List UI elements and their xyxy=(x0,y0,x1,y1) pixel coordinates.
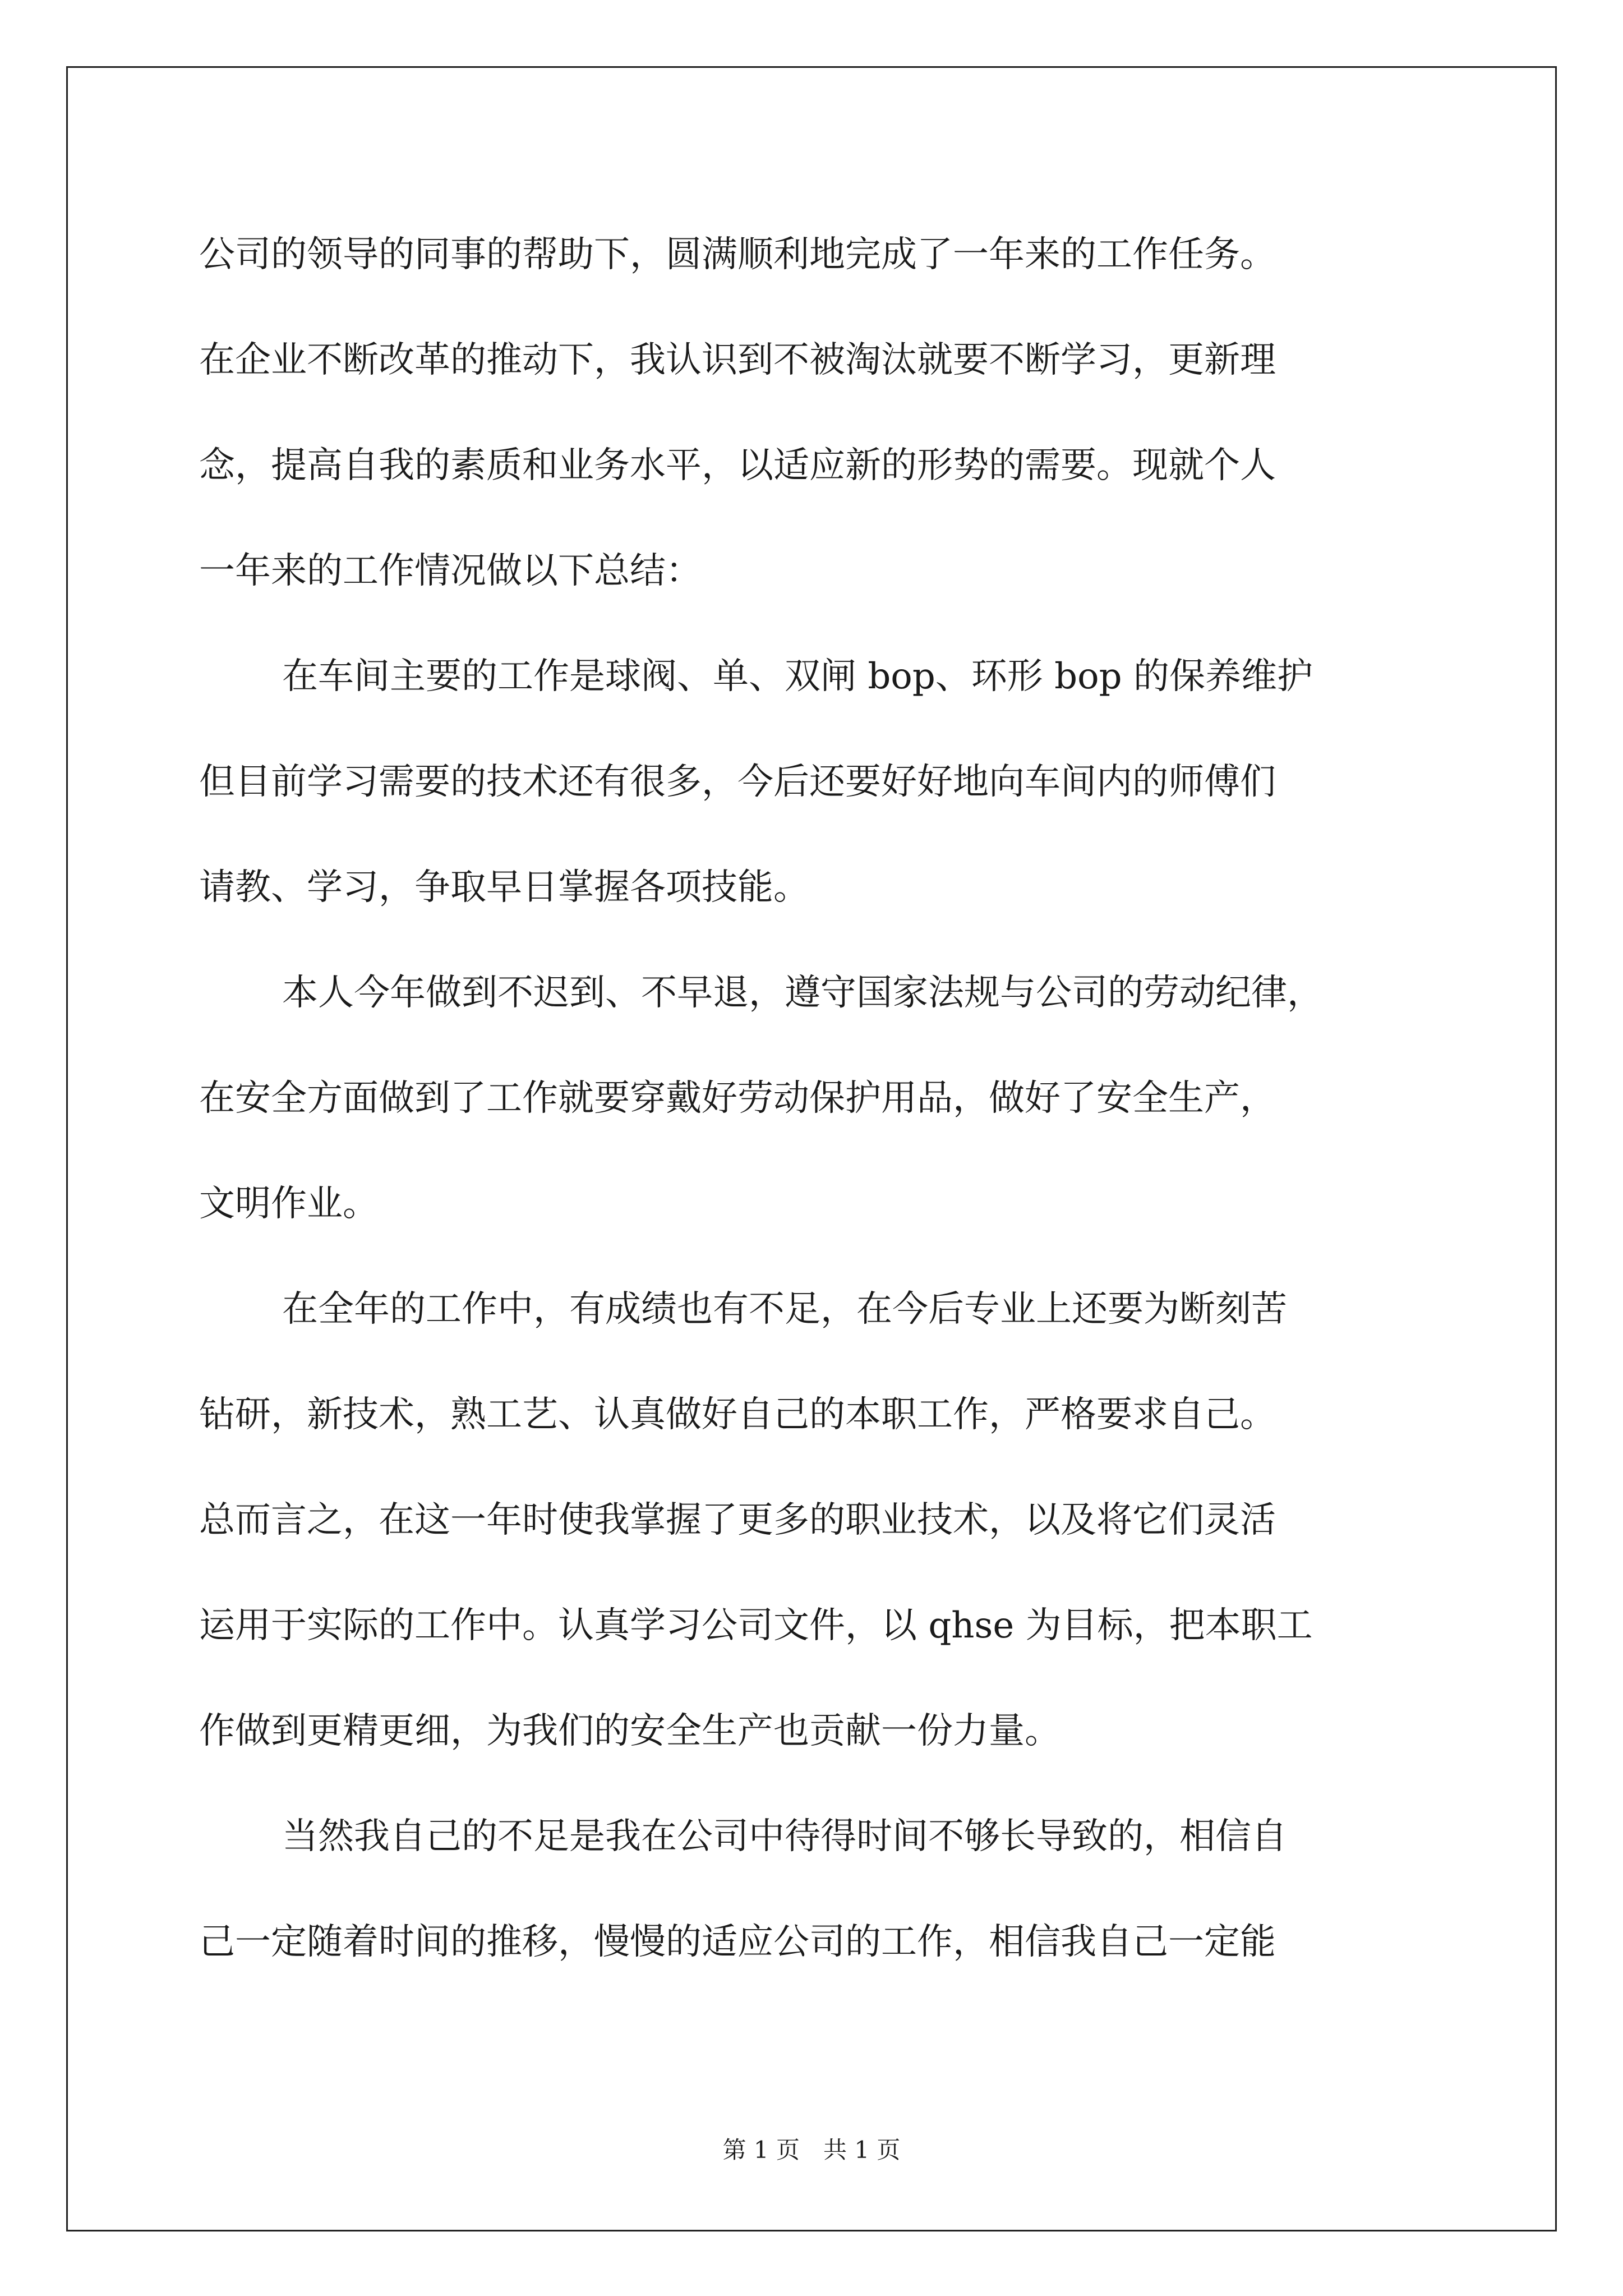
text-line: 运用于实际的工作中。认真学习公司文件，以 qhse 为目标，把本职工 xyxy=(199,1605,1313,1646)
paragraph-start-line: 在全年的工作中，有成绩也有不足，在今后专业上还要为断刻苦 xyxy=(282,1289,1287,1330)
text-line: 己一定随着时间的推移，慢慢的适应公司的工作，相信我自己一定能 xyxy=(199,1921,1276,1963)
paragraph-start-line: 当然我自己的不足是我在公司中待得时间不够长导致的，相信自 xyxy=(282,1816,1287,1857)
paragraph-start-line: 在车间主要的工作是球阀、单、双闸 bop、环形 bop 的保养维护 xyxy=(282,656,1313,697)
text-line: 钻研，新技术，熟工艺、认真做好自己的本职工作，严格要求自己。 xyxy=(199,1394,1276,1435)
text-line: 总而言之，在这一年时使我掌握了更多的职业技术，以及将它们灵活 xyxy=(199,1499,1276,1541)
text-line: 念，提高自我的素质和业务水平，以适应新的形势的需要。现就个人 xyxy=(199,445,1276,486)
text-line: 文明作业。 xyxy=(199,1183,379,1225)
text-line: 在企业不断改革的推动下，我认识到不被淘汰就要不断学习，更新理 xyxy=(199,339,1276,381)
document-body xyxy=(199,202,1433,1995)
text-line: 一年来的工作情况做以下总结： xyxy=(199,550,702,592)
text-line: 但目前学习需要的技术还有很多，今后还要好好地向车间内的师傅们 xyxy=(199,761,1276,803)
paragraph-start-line: 本人今年做到不迟到、不早退，遵守国家法规与公司的劳动纪律， xyxy=(282,972,1323,1014)
text-line: 在安全方面做到了工作就要穿戴好劳动保护用品，做好了安全生产， xyxy=(199,1078,1276,1119)
text-line: 请教、学习，争取早日掌握各项技能。 xyxy=(199,867,809,908)
text-line: 作做到更精更细，为我们的安全生产也贡献一份力量。 xyxy=(199,1710,1061,1752)
page-footer: 第 1 页 共 1 页 xyxy=(722,2136,901,2164)
text-line: 公司的领导的同事的帮助下，圆满顺利地完成了一年来的工作任务。 xyxy=(199,234,1276,275)
